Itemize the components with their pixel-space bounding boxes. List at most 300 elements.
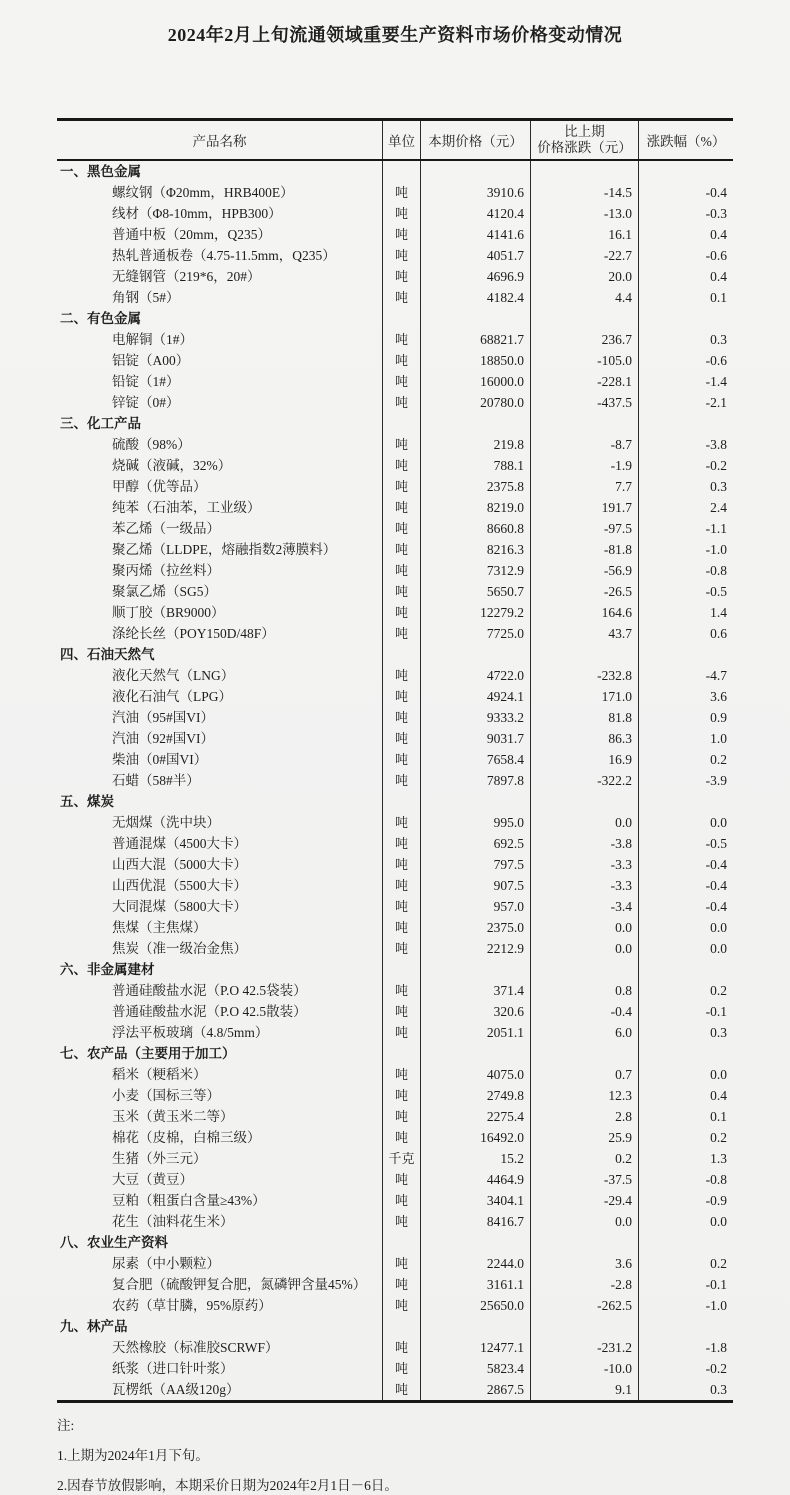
pct-cell: 3.6 (638, 686, 733, 707)
table-row (57, 560, 733, 581)
pct-cell: -0.4 (638, 854, 733, 875)
change-cell: -10.0 (530, 1358, 638, 1379)
table-row (57, 1148, 733, 1169)
table-row (57, 1379, 733, 1400)
change-cell (530, 1232, 638, 1253)
change-cell (530, 1316, 638, 1337)
unit-cell: 吨 (382, 392, 420, 413)
table-row (57, 749, 733, 770)
price-cell: 7897.8 (420, 770, 530, 791)
pct-cell: 2.4 (638, 497, 733, 518)
unit-cell: 吨 (382, 245, 420, 266)
unit-cell: 吨 (382, 1001, 420, 1022)
pct-cell: -0.2 (638, 455, 733, 476)
product-cell: 聚丙烯（拉丝料） (112, 563, 220, 578)
change-cell: -97.5 (530, 518, 638, 539)
table-row (57, 602, 733, 623)
price-cell: 8219.0 (420, 497, 530, 518)
change-cell: 7.7 (530, 476, 638, 497)
pct-cell: 0.0 (638, 1211, 733, 1232)
price-table (57, 118, 733, 1403)
price-cell: 7725.0 (420, 623, 530, 644)
product-cell: 锌锭（0#） (112, 395, 180, 410)
price-cell: 5823.4 (420, 1358, 530, 1379)
table-row (57, 182, 733, 203)
pct-cell: -1.1 (638, 518, 733, 539)
product-cell: 甲醇（优等品） (112, 479, 207, 494)
change-cell: -3.3 (530, 875, 638, 896)
product-cell: 七、农产品（主要用于加工） (60, 1046, 236, 1061)
unit-cell: 吨 (382, 1022, 420, 1043)
price-cell: 16000.0 (420, 371, 530, 392)
table-row (57, 938, 733, 959)
change-cell: -81.8 (530, 539, 638, 560)
price-cell: 3161.1 (420, 1274, 530, 1295)
unit-cell: 吨 (382, 896, 420, 917)
unit-cell (382, 644, 420, 665)
pct-cell (638, 1316, 733, 1337)
unit-cell: 吨 (382, 1337, 420, 1358)
pct-cell: -1.8 (638, 1337, 733, 1358)
header-unit: 单位 (382, 121, 420, 159)
pct-cell: 0.0 (638, 938, 733, 959)
unit-cell: 吨 (382, 266, 420, 287)
change-cell (530, 413, 638, 434)
table-row (57, 518, 733, 539)
unit-cell: 吨 (382, 812, 420, 833)
pct-cell: 0.2 (638, 1253, 733, 1274)
pct-cell: -0.4 (638, 182, 733, 203)
change-cell: 0.7 (530, 1064, 638, 1085)
unit-cell: 吨 (382, 728, 420, 749)
change-cell: -0.4 (530, 1001, 638, 1022)
pct-cell (638, 644, 733, 665)
unit-cell: 吨 (382, 1169, 420, 1190)
price-cell: 9031.7 (420, 728, 530, 749)
table-row (57, 371, 733, 392)
pct-cell: -0.5 (638, 833, 733, 854)
change-cell: 16.1 (530, 224, 638, 245)
change-cell: -1.9 (530, 455, 638, 476)
price-cell: 12477.1 (420, 1337, 530, 1358)
pct-cell: 0.3 (638, 329, 733, 350)
table-row (57, 329, 733, 350)
change-cell: -13.0 (530, 203, 638, 224)
unit-cell: 吨 (382, 224, 420, 245)
table-row (57, 224, 733, 245)
pct-cell: 0.0 (638, 917, 733, 938)
unit-cell: 吨 (382, 623, 420, 644)
change-cell: 86.3 (530, 728, 638, 749)
pct-cell: 0.3 (638, 1022, 733, 1043)
product-cell: 角钢（5#） (112, 290, 180, 305)
pct-cell: 0.9 (638, 707, 733, 728)
product-cell: 天然橡胶（标准胶SCRWF） (112, 1340, 279, 1355)
product-cell: 铝锭（A00） (112, 353, 190, 368)
change-cell: -437.5 (530, 392, 638, 413)
change-cell: 81.8 (530, 707, 638, 728)
unit-cell: 吨 (382, 1064, 420, 1085)
price-cell: 4182.4 (420, 287, 530, 308)
price-cell: 995.0 (420, 812, 530, 833)
section-row (57, 959, 733, 980)
product-cell: 五、煤炭 (60, 794, 114, 809)
pct-cell: -1.0 (638, 1295, 733, 1316)
pct-cell (638, 959, 733, 980)
change-cell: -322.2 (530, 770, 638, 791)
pct-cell (638, 413, 733, 434)
price-cell: 68821.7 (420, 329, 530, 350)
product-cell: 八、农业生产资料 (60, 1235, 168, 1250)
unit-cell: 吨 (382, 476, 420, 497)
change-cell (530, 1043, 638, 1064)
price-cell: 788.1 (420, 455, 530, 476)
table-row (57, 434, 733, 455)
pct-cell: 0.3 (638, 476, 733, 497)
pct-cell: 0.2 (638, 1127, 733, 1148)
price-cell: 2375.0 (420, 917, 530, 938)
unit-cell: 吨 (382, 938, 420, 959)
table-row (57, 623, 733, 644)
page-title: 2024年2月上旬流通领域重要生产资料市场价格变动情况 (167, 25, 623, 45)
change-cell: 12.3 (530, 1085, 638, 1106)
pct-cell: -0.3 (638, 203, 733, 224)
product-cell: 豆粕（粗蛋白含量≥43%） (112, 1193, 266, 1208)
unit-cell (382, 413, 420, 434)
change-cell: -262.5 (530, 1295, 638, 1316)
change-cell: -231.2 (530, 1337, 638, 1358)
header-price-change (530, 121, 638, 159)
table-row (57, 581, 733, 602)
unit-cell: 吨 (382, 875, 420, 896)
notes-label: 注: (57, 1418, 75, 1433)
header-current-price: 本期价格（元） (420, 121, 530, 159)
unit-cell: 吨 (382, 1127, 420, 1148)
product-cell: 聚氯乙烯（SG5） (112, 584, 218, 599)
pct-cell (638, 791, 733, 812)
unit-cell: 吨 (382, 980, 420, 1001)
product-cell: 浮法平板玻璃（4.8/5mm） (112, 1025, 269, 1040)
unit-cell: 吨 (382, 833, 420, 854)
table-row (57, 917, 733, 938)
change-cell: -228.1 (530, 371, 638, 392)
product-cell: 花生（油料花生米） (112, 1214, 234, 1229)
change-cell: 0.0 (530, 812, 638, 833)
change-cell: 25.9 (530, 1127, 638, 1148)
price-cell: 16492.0 (420, 1127, 530, 1148)
product-cell: 瓦楞纸（AA级120g） (112, 1382, 240, 1397)
pct-cell (638, 161, 733, 182)
product-cell: 无缝钢管（219*6，20#） (112, 269, 261, 284)
pct-cell: 0.0 (638, 812, 733, 833)
price-cell: 7658.4 (420, 749, 530, 770)
pct-cell: -4.7 (638, 665, 733, 686)
price-cell: 12279.2 (420, 602, 530, 623)
pct-cell: -0.8 (638, 1169, 733, 1190)
table-header-row (57, 121, 733, 161)
unit-cell: 千克 (382, 1148, 420, 1169)
price-cell: 15.2 (420, 1148, 530, 1169)
header-product-name: 产品名称 (192, 134, 247, 149)
price-cell: 8416.7 (420, 1211, 530, 1232)
pct-cell: 0.2 (638, 980, 733, 1001)
pct-cell: -0.8 (638, 560, 733, 581)
table-row (57, 1337, 733, 1358)
table-row (57, 455, 733, 476)
unit-cell: 吨 (382, 1211, 420, 1232)
pct-cell: -1.4 (638, 371, 733, 392)
price-cell: 4464.9 (420, 1169, 530, 1190)
change-cell: 0.0 (530, 917, 638, 938)
product-cell: 稻米（粳稻米） (112, 1067, 207, 1082)
table-row (57, 1022, 733, 1043)
product-cell: 涤纶长丝（POY150D/48F） (112, 626, 275, 641)
section-row (57, 1316, 733, 1337)
product-cell: 纸浆（进口针叶浆） (112, 1361, 234, 1376)
table-row (57, 539, 733, 560)
section-row (57, 644, 733, 665)
table-row (57, 1106, 733, 1127)
price-cell: 5650.7 (420, 581, 530, 602)
price-cell (420, 161, 530, 182)
section-row (57, 308, 733, 329)
price-cell: 7312.9 (420, 560, 530, 581)
change-cell: -232.8 (530, 665, 638, 686)
change-cell: 3.6 (530, 1253, 638, 1274)
unit-cell: 吨 (382, 917, 420, 938)
unit-cell: 吨 (382, 665, 420, 686)
unit-cell: 吨 (382, 1106, 420, 1127)
header-price-change-line2: 价格涨跌（元） (537, 140, 632, 155)
price-cell: 219.8 (420, 434, 530, 455)
pct-cell: -1.0 (638, 539, 733, 560)
pct-cell: 0.1 (638, 1106, 733, 1127)
pct-cell: 0.2 (638, 749, 733, 770)
product-cell: 铅锭（1#） (112, 374, 180, 389)
change-cell: 9.1 (530, 1379, 638, 1400)
unit-cell: 吨 (382, 749, 420, 770)
price-cell: 4696.9 (420, 266, 530, 287)
change-cell: -56.9 (530, 560, 638, 581)
table-row (57, 350, 733, 371)
change-cell: 16.9 (530, 749, 638, 770)
unit-cell: 吨 (382, 581, 420, 602)
table-row (57, 497, 733, 518)
product-cell: 无烟煤（洗中块） (112, 815, 220, 830)
table-row (57, 1295, 733, 1316)
header-price-change-line1: 比上期 (564, 124, 605, 139)
unit-cell: 吨 (382, 560, 420, 581)
price-cell: 2051.1 (420, 1022, 530, 1043)
price-cell: 2375.8 (420, 476, 530, 497)
price-cell: 4722.0 (420, 665, 530, 686)
product-cell: 复合肥（硫酸钾复合肥，氮磷钾含量45%） (112, 1277, 367, 1292)
table-row (57, 665, 733, 686)
price-cell: 907.5 (420, 875, 530, 896)
pct-cell: 0.4 (638, 266, 733, 287)
price-cell (420, 1316, 530, 1337)
product-cell: 九、林产品 (60, 1319, 128, 1334)
pct-cell (638, 308, 733, 329)
product-cell: 石蜡（58#半） (112, 773, 200, 788)
price-cell: 2244.0 (420, 1253, 530, 1274)
pct-cell: 1.3 (638, 1148, 733, 1169)
product-cell: 一、黑色金属 (60, 164, 141, 179)
product-cell: 线材（Φ8-10mm，HPB300） (112, 206, 282, 221)
product-cell: 聚乙烯（LLDPE，熔融指数2薄膜料） (112, 542, 337, 557)
product-cell: 普通中板（20mm，Q235） (112, 227, 272, 242)
table-row (57, 728, 733, 749)
product-cell: 液化天然气（LNG） (112, 668, 235, 683)
table-row (57, 287, 733, 308)
price-cell: 3404.1 (420, 1190, 530, 1211)
product-cell: 苯乙烯（一级品） (112, 521, 220, 536)
change-cell (530, 959, 638, 980)
pct-cell: 0.6 (638, 623, 733, 644)
unit-cell: 吨 (382, 203, 420, 224)
unit-cell (382, 791, 420, 812)
unit-cell: 吨 (382, 1379, 420, 1400)
product-cell: 玉米（黄玉米二等） (112, 1109, 234, 1124)
product-cell: 电解铜（1#） (112, 332, 193, 347)
unit-cell (382, 161, 420, 182)
notes (57, 1411, 398, 1495)
product-cell: 汽油（95#国VI） (112, 710, 214, 725)
table-row (57, 980, 733, 1001)
price-cell: 4051.7 (420, 245, 530, 266)
change-cell: 43.7 (530, 623, 638, 644)
product-cell: 柴油（0#国VI） (112, 752, 208, 767)
table-row (57, 770, 733, 791)
product-cell: 焦炭（准一级冶金焦） (112, 941, 247, 956)
change-cell: -8.7 (530, 434, 638, 455)
product-cell: 大豆（黄豆） (112, 1172, 193, 1187)
price-cell (420, 1232, 530, 1253)
unit-cell: 吨 (382, 707, 420, 728)
product-cell: 生猪（外三元） (112, 1151, 207, 1166)
change-cell (530, 161, 638, 182)
price-cell: 20780.0 (420, 392, 530, 413)
section-row (57, 1232, 733, 1253)
section-row (57, 413, 733, 434)
change-cell: -26.5 (530, 581, 638, 602)
table-row (57, 245, 733, 266)
change-cell: -14.5 (530, 182, 638, 203)
pct-cell: 1.4 (638, 602, 733, 623)
product-cell: 螺纹钢（Φ20mm，HRB400E） (112, 185, 294, 200)
product-cell: 农药（草甘膦，95%原药） (112, 1298, 272, 1313)
change-cell: 0.0 (530, 938, 638, 959)
pct-cell: 1.0 (638, 728, 733, 749)
change-cell: 2.8 (530, 1106, 638, 1127)
pct-cell: -0.1 (638, 1001, 733, 1022)
pct-cell: -0.6 (638, 350, 733, 371)
pct-cell: 0.3 (638, 1379, 733, 1400)
price-cell: 4075.0 (420, 1064, 530, 1085)
product-cell: 尿素（中小颗粒） (112, 1256, 220, 1271)
unit-cell: 吨 (382, 287, 420, 308)
unit-cell: 吨 (382, 539, 420, 560)
change-cell: -2.8 (530, 1274, 638, 1295)
product-cell: 棉花（皮棉，白棉三级） (112, 1130, 261, 1145)
price-cell: 2749.8 (420, 1085, 530, 1106)
table-row (57, 1169, 733, 1190)
unit-cell: 吨 (382, 371, 420, 392)
pct-cell (638, 1232, 733, 1253)
change-cell: 164.6 (530, 602, 638, 623)
change-cell: -105.0 (530, 350, 638, 371)
change-cell: -37.5 (530, 1169, 638, 1190)
price-cell: 371.4 (420, 980, 530, 1001)
product-cell: 普通硅酸盐水泥（P.O 42.5散装） (112, 1004, 307, 1019)
pct-cell: -0.5 (638, 581, 733, 602)
change-cell: -22.7 (530, 245, 638, 266)
change-cell: 0.2 (530, 1148, 638, 1169)
price-cell: 4120.4 (420, 203, 530, 224)
unit-cell: 吨 (382, 854, 420, 875)
table-row (57, 203, 733, 224)
table-row (57, 1085, 733, 1106)
unit-cell: 吨 (382, 686, 420, 707)
unit-cell: 吨 (382, 329, 420, 350)
product-cell: 六、非金属建材 (60, 962, 155, 977)
unit-cell: 吨 (382, 1253, 420, 1274)
section-row (57, 161, 733, 182)
table-row (57, 1274, 733, 1295)
product-cell: 普通混煤（4500大卡） (112, 836, 247, 851)
price-cell (420, 308, 530, 329)
change-cell: 191.7 (530, 497, 638, 518)
product-cell: 焦煤（主焦煤） (112, 920, 207, 935)
product-cell: 山西大混（5000大卡） (112, 857, 247, 872)
price-cell: 2867.5 (420, 1379, 530, 1400)
table-row (57, 875, 733, 896)
unit-cell (382, 308, 420, 329)
price-cell: 692.5 (420, 833, 530, 854)
table-row (57, 896, 733, 917)
price-cell: 4141.6 (420, 224, 530, 245)
product-cell: 三、化工产品 (60, 416, 141, 431)
pct-cell: -3.9 (638, 770, 733, 791)
price-cell: 9333.2 (420, 707, 530, 728)
unit-cell: 吨 (382, 770, 420, 791)
product-cell: 热轧普通板卷（4.75-11.5mm，Q235） (112, 248, 336, 263)
product-cell: 硫酸（98%） (112, 437, 191, 452)
table-row (57, 476, 733, 497)
product-cell: 纯苯（石油苯，工业级） (112, 500, 261, 515)
table-row (57, 854, 733, 875)
price-cell: 320.6 (420, 1001, 530, 1022)
note-line-2: 2.因春节放假影响，本期采价日期为2024年2月1日－6日。 (57, 1478, 398, 1493)
unit-cell: 吨 (382, 1085, 420, 1106)
price-cell (420, 644, 530, 665)
table-body (57, 161, 733, 1400)
price-cell: 25650.0 (420, 1295, 530, 1316)
header-pct-change: 涨跌幅（%） (638, 121, 733, 159)
pct-cell: -0.4 (638, 875, 733, 896)
section-row (57, 791, 733, 812)
change-cell: 4.4 (530, 287, 638, 308)
pct-cell: 0.4 (638, 224, 733, 245)
product-cell: 普通硅酸盐水泥（P.O 42.5袋装） (112, 983, 307, 998)
unit-cell: 吨 (382, 182, 420, 203)
table-row (57, 1001, 733, 1022)
pct-cell: -2.1 (638, 392, 733, 413)
price-cell: 4924.1 (420, 686, 530, 707)
pct-cell: -0.4 (638, 896, 733, 917)
section-row (57, 1043, 733, 1064)
unit-cell: 吨 (382, 1274, 420, 1295)
